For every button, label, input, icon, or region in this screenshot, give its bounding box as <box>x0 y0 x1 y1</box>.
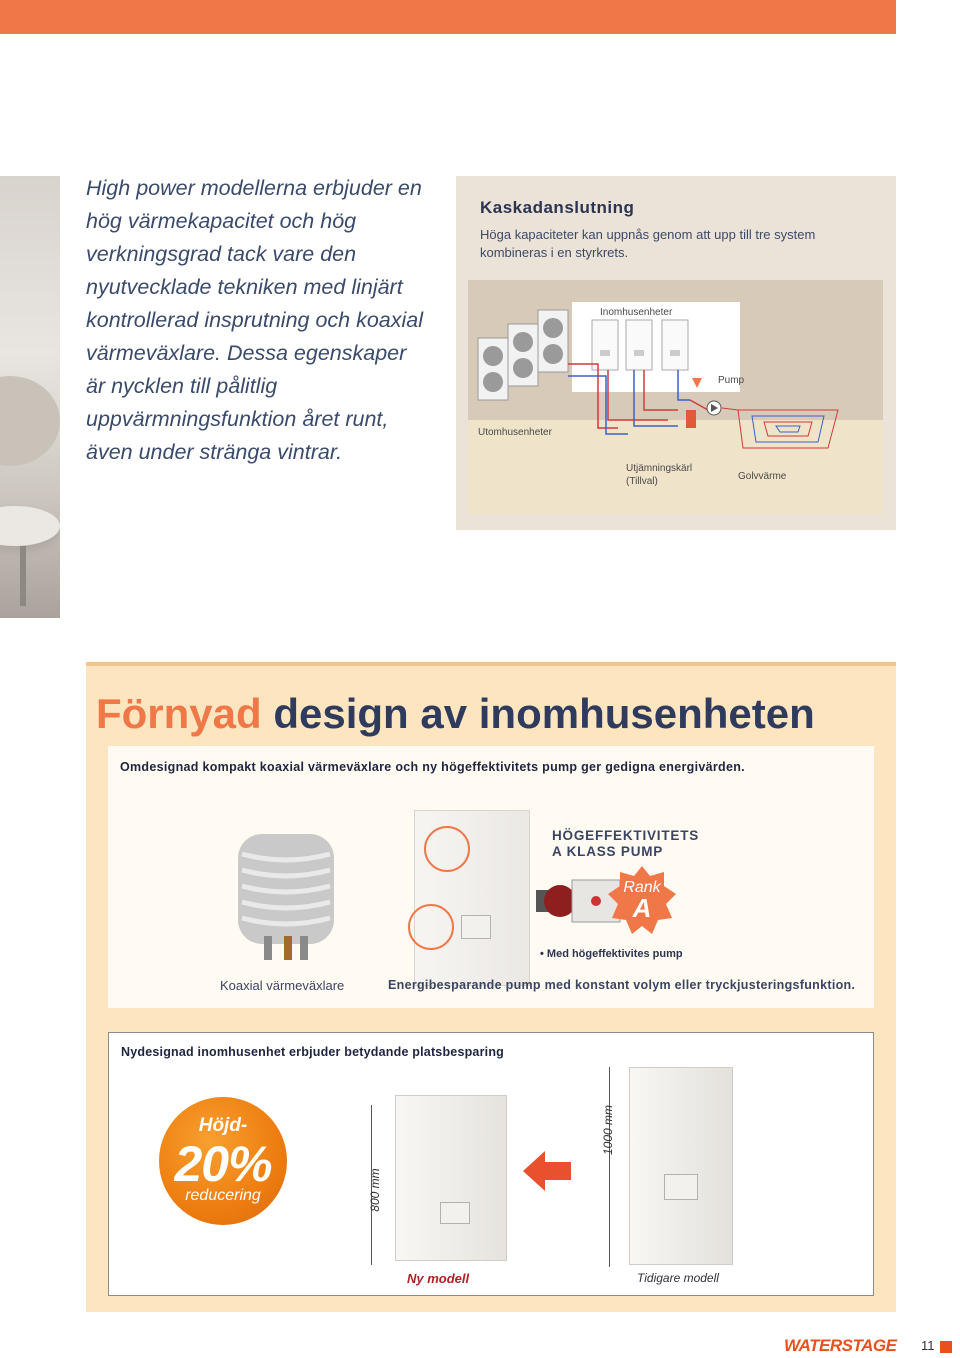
previous-model-label: Tidigare modell <box>637 1271 719 1285</box>
pump-caption: Energibesparande pump med konstant volym eller tryckjusteringsfunktion. <box>388 978 856 992</box>
label-floor-heating: Golvvärme <box>738 471 787 482</box>
waterstage-logo: WATERSTAGE <box>784 1336 897 1355</box>
label-pump: Pump <box>718 375 745 386</box>
pump-class-title-line1: HÖGEFFEKTIVITETS <box>552 828 700 843</box>
previous-model-control <box>664 1174 698 1200</box>
chair-back-shape <box>0 376 60 466</box>
top-color-bar <box>0 0 896 34</box>
height-reduction-badge <box>159 1097 287 1225</box>
outdoor-unit-2 <box>508 324 538 386</box>
badge-line1: Höjd- <box>198 1115 248 1136</box>
indoor-unit-3 <box>662 320 688 370</box>
rank-letter: A <box>632 893 652 923</box>
label-buffer-tank-line2: (Tillval) <box>626 476 658 487</box>
new-model-image <box>395 1095 507 1261</box>
cascade-title: Kaskadanslutning <box>480 198 635 217</box>
intro-paragraph: High power modellerna erbjuder en hög värmekapacitet och hög verkningsgrad tack vare den nyutvecklade tekniken med linjärt kontrollerad insprutning och koaxial värmeväxlare. Dessa egenskaper är nycklen till pålitlig uppvärmningsfunktion året runt, även under stränga vintrar. <box>86 176 424 464</box>
redesign-section <box>86 662 896 1312</box>
chair-seat-shape <box>0 506 60 546</box>
outdoor-unit-3 <box>538 310 568 372</box>
rank-text <box>608 878 676 923</box>
section-heading <box>96 690 815 738</box>
chair-leg-shape <box>20 546 26 606</box>
page-marker <box>940 1341 952 1353</box>
label-outdoor-units: Utomhusenheter <box>478 427 552 438</box>
indoor-unit-2 <box>626 320 652 370</box>
control-panel-shape <box>461 915 491 939</box>
new-model-label: Ny modell <box>407 1271 470 1286</box>
space-saving-panel <box>108 1032 874 1296</box>
section-heading-accent: Förnyad <box>96 690 262 737</box>
badge-percent: 20% <box>174 1136 272 1192</box>
cascade-diagram <box>468 280 883 514</box>
components-panel <box>108 746 874 1008</box>
heat-exchanger-label: Koaxial värmeväxlare <box>220 978 345 993</box>
previous-model-image <box>629 1067 733 1265</box>
dimension-label-old: 1000 mm <box>601 1104 615 1156</box>
space-saving-caption: Nydesignad inomhusenhet erbjuder betydande platsbesparing <box>121 1045 504 1059</box>
cascade-subtitle: Höga kapaciteter kan uppnås genom att upp till tre system kombineras i en styrkrets. <box>480 227 816 260</box>
highlight-circle-bottom <box>408 904 454 950</box>
label-indoor-units: Inomhusenheter <box>600 307 673 318</box>
section-heading-rest: design av inomhusenheten <box>261 690 815 737</box>
dimension-label-new: 800 mm <box>368 1168 382 1212</box>
indoor-unit-1 <box>592 320 618 370</box>
pump-class-title <box>552 828 699 860</box>
cascade-box <box>456 176 896 530</box>
interior-photo <box>0 176 60 618</box>
new-model-control <box>440 1202 470 1224</box>
highlight-circle-top <box>424 826 470 872</box>
label-buffer-tank-line1: Utjämningskärl <box>626 463 693 474</box>
comparison-arrow-icon <box>523 1151 571 1191</box>
pump-note: • Med högeffektivites pump <box>540 948 683 960</box>
heat-exchanger-image <box>234 824 338 962</box>
label-buffer-tank <box>626 462 692 488</box>
outdoor-unit-1 <box>478 338 508 400</box>
page-number: 11 <box>921 1338 935 1353</box>
badge-line3: reducering <box>185 1187 261 1204</box>
rank-word: Rank <box>623 879 661 896</box>
buffer-tank <box>686 410 696 428</box>
pump-class-title-line2: A KLASS PUMP <box>552 844 664 859</box>
components-caption: Omdesignad kompakt koaxial värmeväxlare och ny högeffektivitets pump ger gedigna energivärden. <box>120 760 745 774</box>
